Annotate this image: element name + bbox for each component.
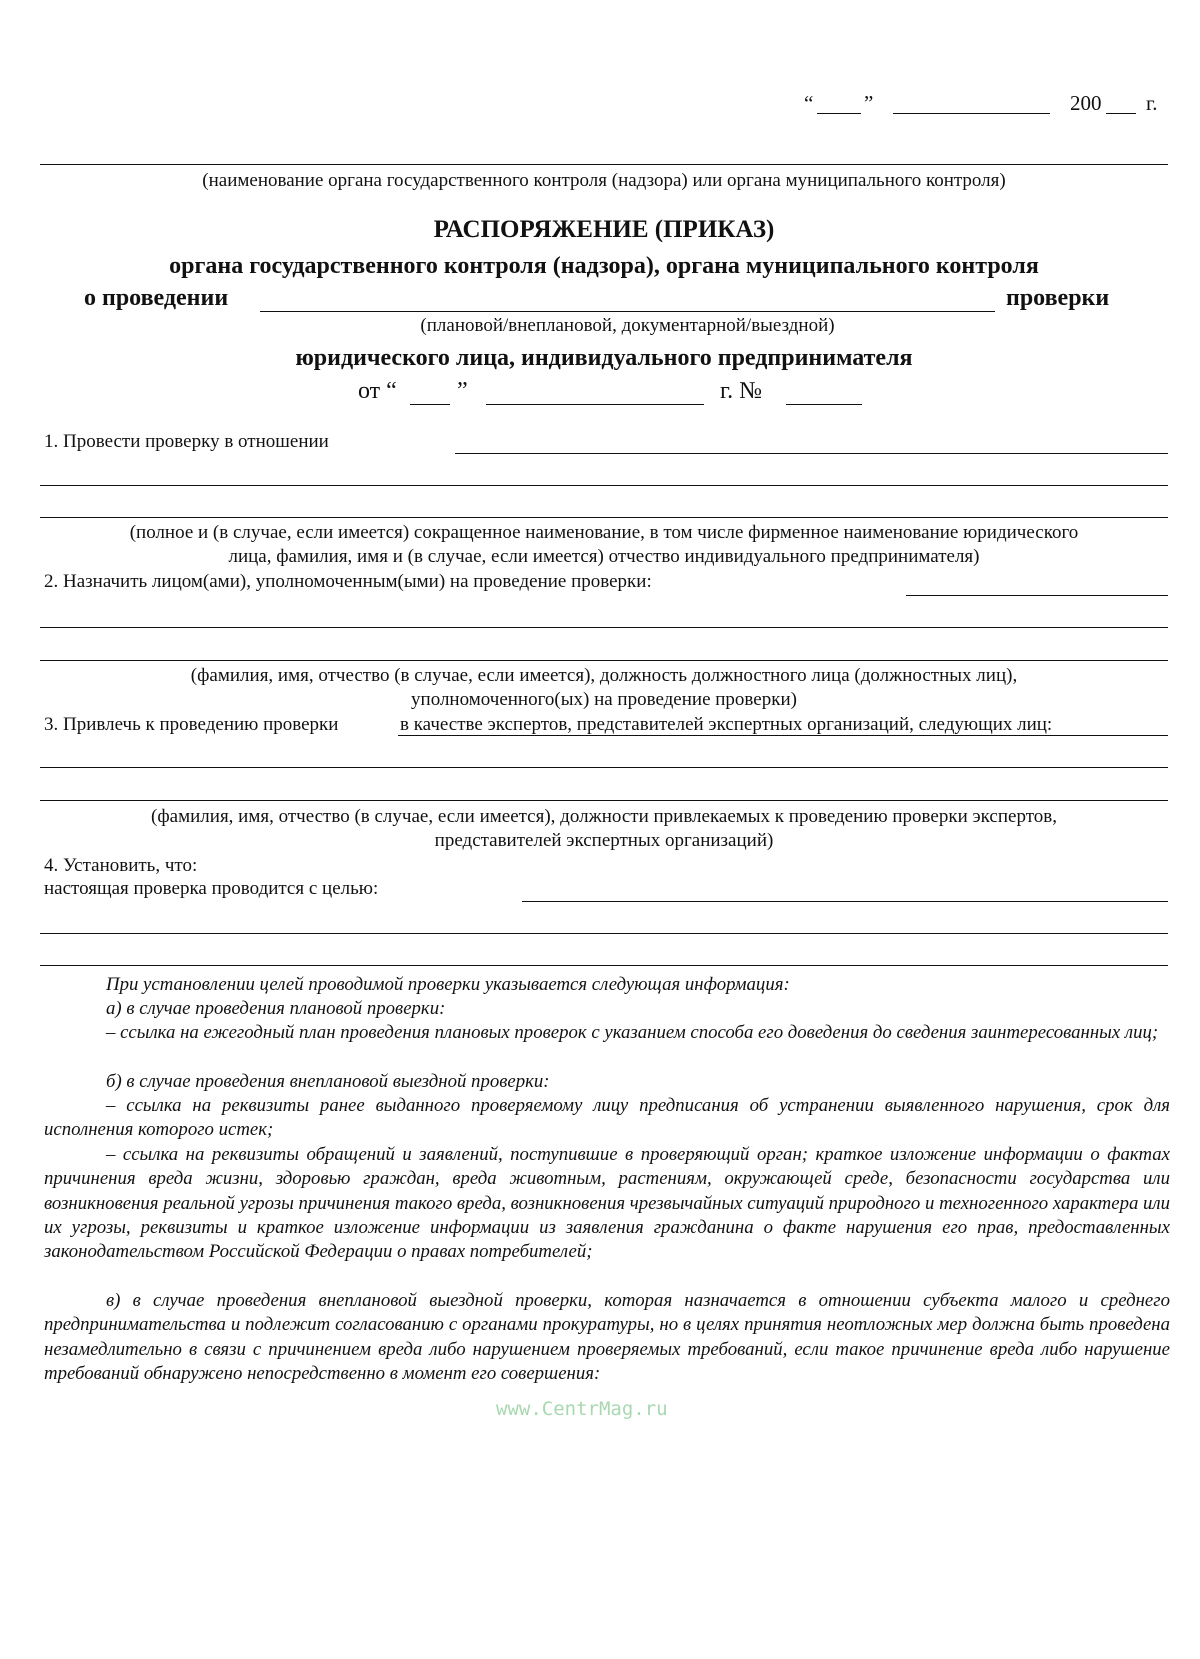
notes-intro: При установлении целей проводимой проверки указывается следующая информация: [106,974,790,995]
item2-label: 2. Назначить лицом(ами), уполномоченным(ыми) на проведение проверки: [44,571,652,592]
notes-a-item1: – ссылка на ежегодный план проведения плановых проверок с указанием способа его доведения до сведения заинтересованных лиц; [106,1022,1159,1043]
item4-label: 4. Установить, что: [44,855,198,876]
document-title: РАСПОРЯЖЕНИЕ (ПРИКАЗ) [433,216,775,243]
order-date-from: от “ [358,378,397,404]
item3-field-line1[interactable] [398,735,1168,736]
item3-label-continued: в качестве экспертов, представителей экспертных организаций, следующих лиц: [400,714,1053,735]
item2-caption-line2: уполномоченного(ых) на проведение проверки) [411,689,797,710]
item3-caption-line1: (фамилия, имя, отчество (в случае, если имеется), должности привлекаемых к проведению проверки экспертов, [151,806,1057,827]
date-year-suffix: г. [1146,91,1158,115]
notes-b-item2: – ссылка на реквизиты обращений и заявлений, поступившие в проверяющий орган; краткое изложение информации о фактах причинения вреда жизни, здоровью граждан, вреда животным, растениям, окружающей среде, безопасности государства или возникновения реальной угрозы причинения такого вреда, возникновения чрезвычайных ситуаций природного и техногенного характера или их угрозы, реквизиты и краткое изложение информации из заявления гражданина о факте нарушения его прав, предоставленных законодательством Российской Федерации о правах потребителей; [44,1144,1171,1263]
notes-a-heading: а) в случае проведения плановой проверки: [106,998,446,1019]
watermark: www.CentrMag.ru [496,1398,668,1420]
document-subtitle: органа государственного контроля (надзора), органа муниципального контроля [169,253,1039,279]
item3-field-line3[interactable] [40,800,1168,801]
item1-caption-line1: (полное и (в случае, если имеется) сокращенное наименование, в том числе фирменное наименование юридического [129,522,1079,543]
document-subject: юридического лица, индивидуального предпринимателя [295,345,913,371]
notes-c-item1: в) в случае проведения внеплановой выездной проверки, которая назначается в отношении субъекта малого и среднего предпринимательства и подлежит согласованию с органами прокуратуры, но в целях принятия неотложных мер должна быть проведена незамедлительно в связи с причинением вреда либо нарушением проверяемых требований, если такое причинение вреда либо нарушение требований обнаружено непосредственно в момент его совершения: [44,1290,1170,1384]
order-date-close-quote: ” [457,378,468,404]
authority-name-field[interactable] [40,164,1168,165]
item1-field-line3[interactable] [40,517,1168,518]
notes-b-heading: б) в случае проведения внеплановой выездной проверки: [106,1071,550,1092]
inspection-type-field[interactable] [260,311,995,312]
order-number-label: г. № [720,378,763,404]
inspection-type-label: о проведении [84,285,229,311]
item4-purpose-label: настоящая проверка проводится с целью: [44,878,379,899]
item2-field-line3[interactable] [40,660,1168,661]
item3-label: 3. Привлечь к проведению проверки [44,714,339,735]
item2-field-line1[interactable] [906,595,1168,596]
inspection-type-suffix: проверки [1006,285,1110,311]
item2-field-line2[interactable] [40,627,1168,628]
date-year-field[interactable] [1106,113,1136,114]
item3-field-line2[interactable] [40,767,1168,768]
date-open-quote: “ [804,91,814,115]
item4-field-line3[interactable] [40,965,1168,966]
date-close-quote: ” [864,91,874,115]
inspection-type-caption: (плановой/внеплановой, документарной/выездной) [420,315,835,336]
item2-caption-line1: (фамилия, имя, отчество (в случае, если имеется), должность должностного лица (должностных лиц), [190,665,1018,686]
order-number-field[interactable] [786,404,862,405]
authority-caption: (наименование органа государственного контроля (надзора) или органа муниципального контроля) [202,170,1006,191]
item1-label: 1. Провести проверку в отношении [44,431,329,452]
item1-field-line1[interactable] [455,453,1168,454]
date-year-prefix: 200 [1070,91,1102,115]
date-month-field[interactable] [893,113,1050,114]
item1-caption-line2: лица, фамилия, имя и (в случае, если имеется) отчество индивидуального предпринимателя) [228,546,980,567]
item4-field-line2[interactable] [40,933,1168,934]
order-day-field[interactable] [410,404,450,405]
order-month-field[interactable] [486,404,704,405]
item4-field-line1[interactable] [522,901,1168,902]
item3-caption-line2: представителей экспертных организаций) [434,830,774,851]
date-day-field[interactable] [817,113,861,114]
item1-field-line2[interactable] [40,485,1168,486]
notes-b-item1: – ссылка на реквизиты ранее выданного проверяемому лицу предписания об устранении выявленного нарушения, срок для исполнения которого истек; [44,1095,1170,1141]
